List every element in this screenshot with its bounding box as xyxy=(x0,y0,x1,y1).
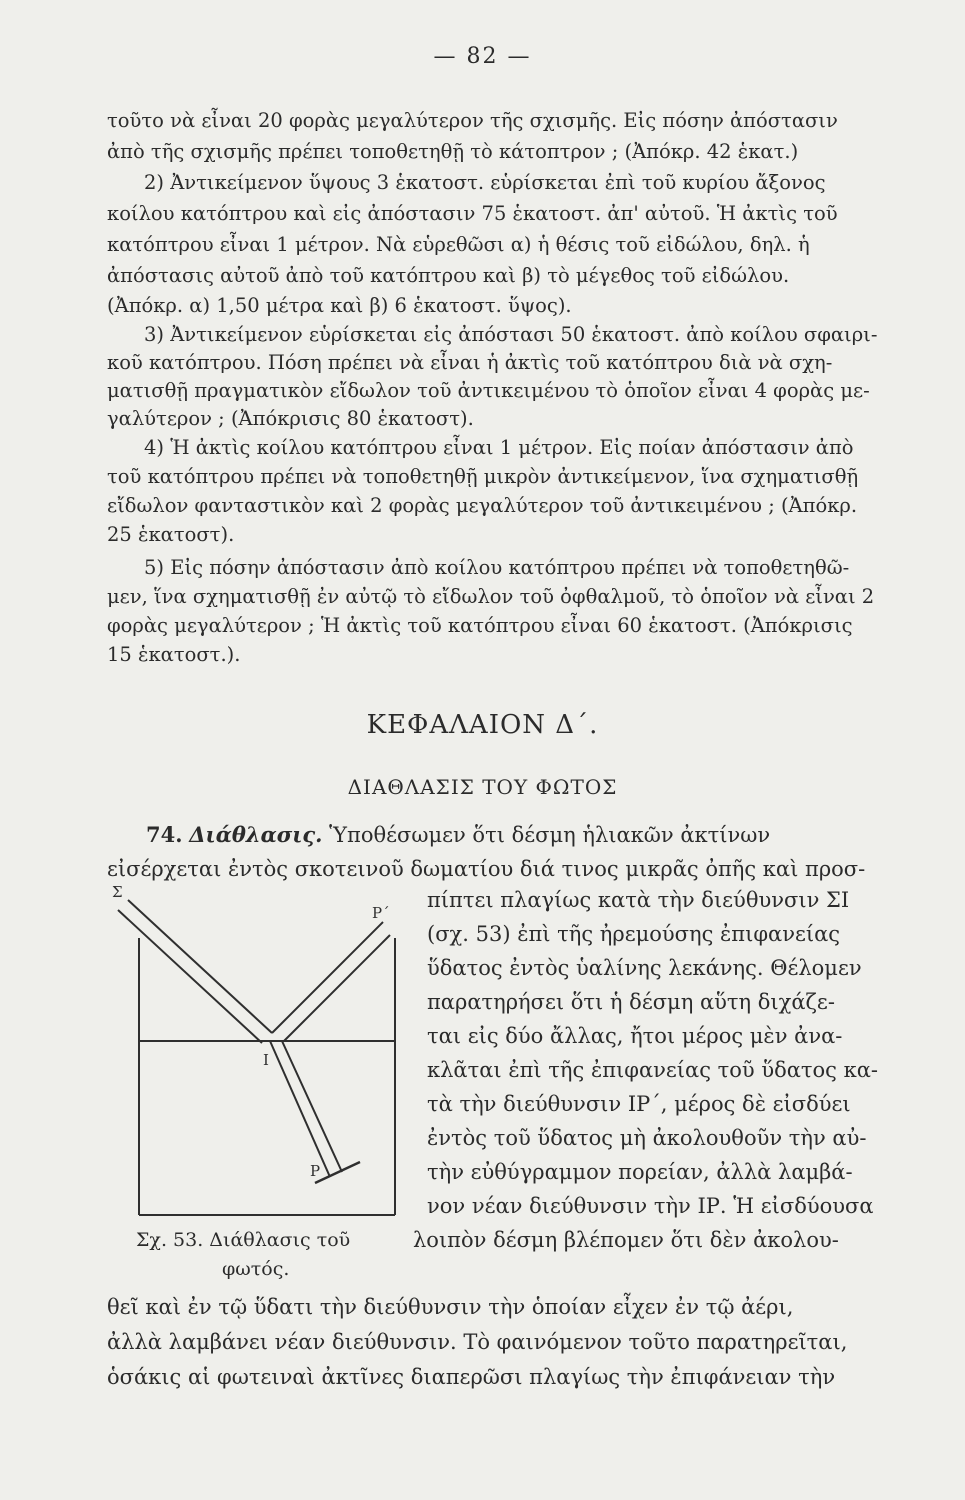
label-i: Ι xyxy=(263,1051,269,1069)
chapter-subtitle: ΔΙΑΘΛΑΣΙΣ ΤΟΥ ΦΩΤΟΣ xyxy=(347,775,618,799)
text-line: ται εἰς δύο ἄλλας, ἤτοι μέρος μὲν ἀνα- xyxy=(427,1024,843,1048)
reflected-ray xyxy=(284,935,390,1041)
refraction-figure xyxy=(90,850,420,1220)
text-line: εἴδωλον φανταστικὸν καὶ 2 φορὰς μεγαλύτερον τοῦ ἀντικειμένου ; (Ἀπόκρ. xyxy=(107,494,858,517)
text-line: παρατηρήσει ὅτι ἡ δέσμη αὕτη διχάζε- xyxy=(427,990,835,1014)
refracted-ray xyxy=(270,1041,330,1177)
text-line: λοιπὸν δέσμη βλέπομεν ὅτι δὲν ἀκολου- xyxy=(413,1228,839,1252)
text-line: ματισθῇ πραγματικὸν εἴδωλον τοῦ ἀντικειμένου τὸ ὁποῖον εἶναι 4 φορὰς με- xyxy=(107,379,870,402)
label-p: Ρ xyxy=(310,1162,321,1180)
figure-caption: Σχ. 53. Διάθλασις τοῦ xyxy=(136,1229,351,1251)
text-line: μεν, ἵνα σχηματισθῇ ἐν αὐτῷ τὸ εἴδωλον τοῦ ὀφθαλμοῦ, τὸ ὁποῖον νὰ εἶναι 2 xyxy=(107,585,875,608)
text-line: κοῦ κατόπτρου. Πόση πρέπει νὰ εἶναι ἡ ἀκτὶς τοῦ κατόπτρου διὰ νὰ σχη- xyxy=(107,351,833,374)
text-line: 15 ἑκατοστ.). xyxy=(107,643,241,666)
text-line: γαλύτερον ; (Ἀπόκρισις 80 ἑκατοστ). xyxy=(107,407,474,430)
text-line: 3) Ἀντικείμενον εὑρίσκεται εἰς ἀπόστασι 50 ἑκατοστ. ἀπὸ κοίλου σφαιρι- xyxy=(144,323,878,346)
section-heading xyxy=(146,822,770,848)
figure-caption: φωτός. xyxy=(222,1258,290,1280)
text-line: ἀπὸ τῆς σχισμῆς πρέπει τοποθετηθῇ τὸ κάτοπτρον ; (Ἀπόκρ. 42 ἑκατ.) xyxy=(107,140,799,163)
text-line: (Ἀπόκρ. α) 1,50 μέτρα καὶ β) 6 ἑκατοστ. ὕψος). xyxy=(107,294,572,317)
section-number: 74. xyxy=(146,822,183,847)
text-line: κατόπτρου εἶναι 1 μέτρον. Νὰ εὑρεθῶσι α) ἡ θέσις τοῦ εἰδώλου, δηλ. ἡ xyxy=(107,233,810,256)
section-intro: Ὑποθέσωμεν ὅτι δέσμη ἡλιακῶν ἀκτίνων xyxy=(329,823,771,847)
text-line: 4) Ἡ ἀκτὶς κοίλου κατόπτρου εἶναι 1 μέτρον. Εἰς ποίαν ἀπόστασιν ἀπὸ xyxy=(144,436,854,459)
text-line: ὕδατος ἐντὸς ὑαλίνης λεκάνης. Θέλομεν xyxy=(427,956,862,980)
text-line: εἰσέρχεται ἐντὸς σκοτεινοῦ δωματίου διά τινος μικρᾶς ὀπῆς καὶ προσ- xyxy=(107,857,866,881)
text-line: ἀλλὰ λαμβάνει νέαν διεύθυνσιν. Τὸ φαινόμενον τοῦτο παρατηρεῖται, xyxy=(107,1330,848,1354)
label-p-prime: Ρ΄ xyxy=(372,904,390,922)
chapter-title: ΚΕΦΑΛΑΙΟΝ Δ΄. xyxy=(366,710,599,740)
text-line: ἀπόστασις αὐτοῦ ἀπὸ τοῦ κατόπτρου καὶ β) τὸ μέγεθος τοῦ εἰδώλου. xyxy=(107,264,790,287)
text-line: τὴν εὐθύγραμμον πορείαν, ἀλλὰ λαμβά- xyxy=(427,1160,853,1184)
incident-ray xyxy=(128,900,272,1033)
text-line: πίπτει πλαγίως κατὰ τὴν διεύθυνσιν ΣΙ xyxy=(427,888,850,912)
text-line: ὁσάκις αἱ φωτειναὶ ἀκτῖνες διαπερῶσι πλαγίως τὴν ἐπιφάνειαν τὴν xyxy=(107,1365,836,1389)
text-line: τοῦτο νὰ εἶναι 20 φορὰς μεγαλύτερον τῆς σχισμῆς. Εἰς πόσην ἀπόστασιν xyxy=(107,109,838,132)
refracted-ray xyxy=(282,1041,342,1172)
text-line: ἐντὸς τοῦ ὕδατος μὴ ἀκολουθοῦν τὴν αὐ- xyxy=(427,1126,867,1150)
label-sigma: Σ xyxy=(112,883,123,901)
text-line: φορὰς μεγαλύτερον ; Ἡ ἀκτὶς τοῦ κατόπτρου εἶναι 60 ἑκατοστ. (Ἀπόκρισις xyxy=(107,614,853,637)
page-number: — 82 — xyxy=(433,44,532,69)
text-line: θεῖ καὶ ἐν τῷ ὕδατι τὴν διεύθυνσιν τὴν ὁποίαν εἶχεν ἐν τῷ ἀέρι, xyxy=(107,1295,794,1319)
refracted-ray-end-mark xyxy=(315,1162,360,1183)
text-line: τοῦ κατόπτρου πρέπει νὰ τοποθετηθῇ μικρὸν ἀντικείμενον, ἵνα σχηματισθῇ xyxy=(107,465,859,488)
text-line: 2) Ἀντικείμενον ὕψους 3 ἑκατοστ. εὑρίσκεται ἐπὶ τοῦ κυρίου ἄξονος xyxy=(144,171,826,194)
text-line: (σχ. 53) ἐπὶ τῆς ἠρεμούσης ἐπιφανείας xyxy=(427,922,841,946)
section-title: Διάθλασις. xyxy=(189,822,323,847)
reflected-ray xyxy=(272,922,383,1033)
text-line: κλᾶται ἐπὶ τῆς ἐπιφανείας τοῦ ὕδατος κα- xyxy=(427,1058,879,1082)
text-line: 5) Εἰς πόσην ἀπόστασιν ἀπὸ κοίλου κατόπτρου πρέπει νὰ τοποθετηθῶ- xyxy=(144,556,850,579)
text-line: τὰ τὴν διεύθυνσιν ΙΡ΄, μέρος δὲ εἰσδύει xyxy=(427,1092,851,1116)
text-line: νον νέαν διεύθυνσιν τὴν ΙΡ. Ἡ εἰσδύουσα xyxy=(427,1194,874,1218)
text-line: κοίλου κατόπτρου καὶ εἰς ἀπόστασιν 75 ἑκατοστ. ἀπ' αὐτοῦ. Ἡ ἀκτὶς τοῦ xyxy=(107,202,838,225)
text-line: 25 ἑκατοστ). xyxy=(107,523,235,546)
